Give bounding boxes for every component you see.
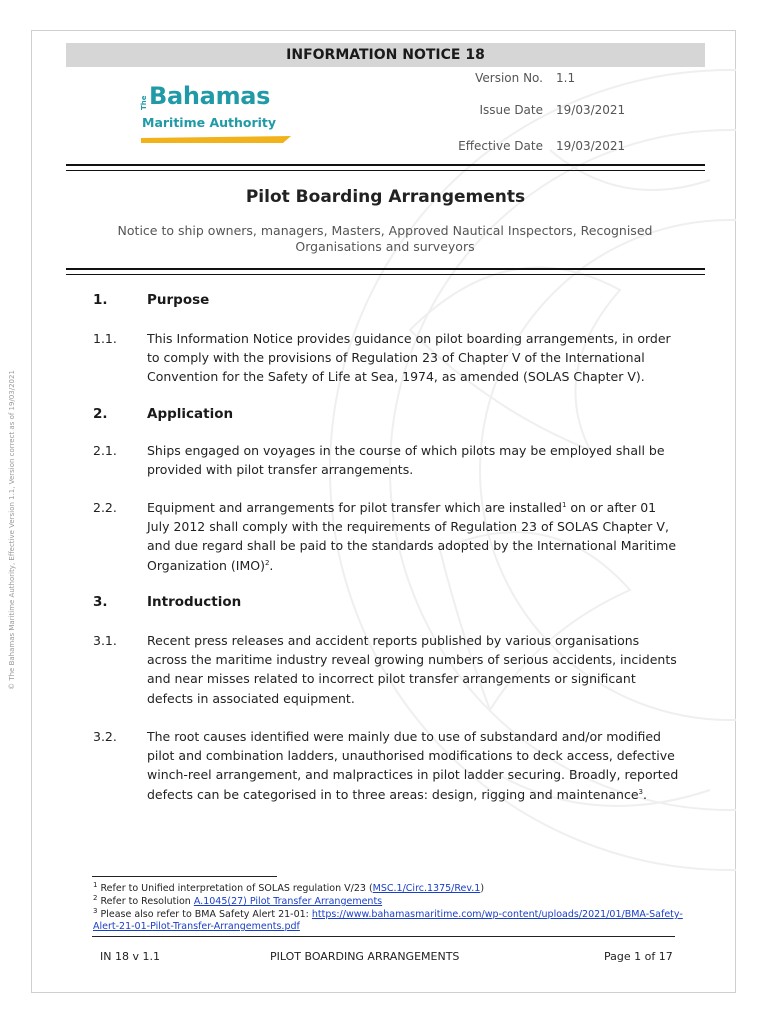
document-title: Pilot Boarding Arrangements [245, 187, 526, 207]
para-number: 2.2. [93, 500, 117, 515]
bahamas-maritime-authority-logo [140, 84, 300, 146]
section-title-introduction: Introduction [147, 594, 242, 610]
footnote-link[interactable]: https://www.bahamasmaritime.com/wp-content/uploads/2021/01/BMA-Safety-Alert-21-01-Pilot-Transfer-Arrangements.pdf [93, 909, 683, 932]
footer-doc-id: IN 18 v 1.1 [100, 950, 160, 963]
para-2-1: Ships engaged on voyages in the course of which pilots may be employed shall be provided with pilot transfer arrangements. [147, 443, 665, 478]
footnote-2: $^2$ Refer to Resolution A.1045(27) Pilot Transfer Arrangements [93, 893, 383, 907]
footer-page-number: Page 1 of 17 [604, 950, 673, 963]
footnote-ref[interactable]: 1 [561, 500, 567, 509]
effective-date-value: 19/03/2021 [556, 139, 626, 153]
footnote-3: $^3$ Please also refer to BMA Safety Alert 21-01: https://www.bahamasmaritime.com/wp-content/uploads/2021/01/BMA-Safety-Alert-21-01-Pilot-Transfer-Arrangements.pdf [93, 906, 683, 932]
footer-doc-title: PILOT BOARDING ARRANGEMENTS [270, 950, 460, 963]
section-title-purpose: Purpose [147, 292, 210, 308]
para-number: 3.2. [93, 729, 117, 744]
title-rule-thick [66, 268, 705, 270]
issue-date-label: Issue Date [479, 103, 543, 117]
footnote-link[interactable]: MSC.1/Circ.1375/Rev.1 [372, 883, 481, 894]
copyright-side-note: © The Bahamas Maritime Authority, Effective Version 1.1, Version correct as of 19/03/2021 [8, 370, 16, 690]
logo-name: Bahamas [149, 82, 271, 110]
para-number: 2.1. [93, 443, 117, 458]
para-3-1: Recent press releases and accident reports published by various organisations across the maritime industry reveal growing numbers of serious accidents, incidents and near misses related to incorrect pilot transfer arrangements or significant defects in associated equipment. [147, 633, 677, 706]
logo-the-text: The [140, 95, 148, 110]
logo-swoosh-icon [141, 136, 294, 144]
effective-date-label: Effective Date [458, 139, 543, 153]
section-number: 3. [93, 594, 108, 610]
footer-rule [92, 936, 675, 937]
footnote-link[interactable]: A.1045(27) Pilot Transfer Arrangements [193, 896, 383, 907]
section-title-application: Application [147, 406, 234, 422]
para-2-2: Equipment and arrangements for pilot transfer which are installed$^1$ on or after 01 July 2012 shall comply with the requirements of Regulation 23 of SOLAS Chapter V, and due regard shall be paid to the standards adopted by the International Maritime Organization (IMO)$^2$. [147, 500, 677, 573]
header-rule-thick [66, 164, 705, 166]
para-number: 3.1. [93, 633, 117, 648]
para-3-2: The root causes identified were mainly due to use of substandard and/or modified pilot and combination ladders, unauthorised modifications to deck access, defective winch-reel arrangement, and malpractices in pilot ladder securing. Broadly, reported defects can be categorised in to three areas: design, rigging and maintenance$^3$. [147, 729, 679, 802]
title-rule-thin [66, 274, 705, 275]
header-rule-thin [66, 170, 705, 171]
issue-date-value: 19/03/2021 [556, 103, 626, 117]
notice-header-bar: INFORMATION NOTICE 18 [66, 43, 705, 67]
footnote-separator [92, 876, 277, 877]
version-label: Version No. [475, 71, 543, 85]
footnote-ref[interactable]: 2 [264, 558, 270, 567]
document-subtitle: Notice to ship owners, managers, Masters, Approved Nautical Inspectors, Recognised Organisations and surveyors [117, 223, 653, 254]
section-number: 1. [93, 292, 108, 308]
para-number: 1.1. [93, 331, 117, 346]
para-1-1: This Information Notice provides guidance on pilot boarding arrangements, in order to comply with the provisions of Regulation 23 of Chapter V of the International Convention for the Safety of Life at Sea, 1974, as amended (SOLAS Chapter V). [147, 331, 671, 385]
section-number: 2. [93, 406, 108, 422]
footnote-1: $^1$ Refer to Unified interpretation of SOLAS regulation V/23 (MSC.1/Circ.1375/Rev.1) [93, 880, 485, 894]
logo-subtitle: Maritime Authority [142, 115, 277, 130]
footnote-ref[interactable]: 3 [638, 787, 643, 796]
version-value: 1.1 [556, 71, 576, 85]
